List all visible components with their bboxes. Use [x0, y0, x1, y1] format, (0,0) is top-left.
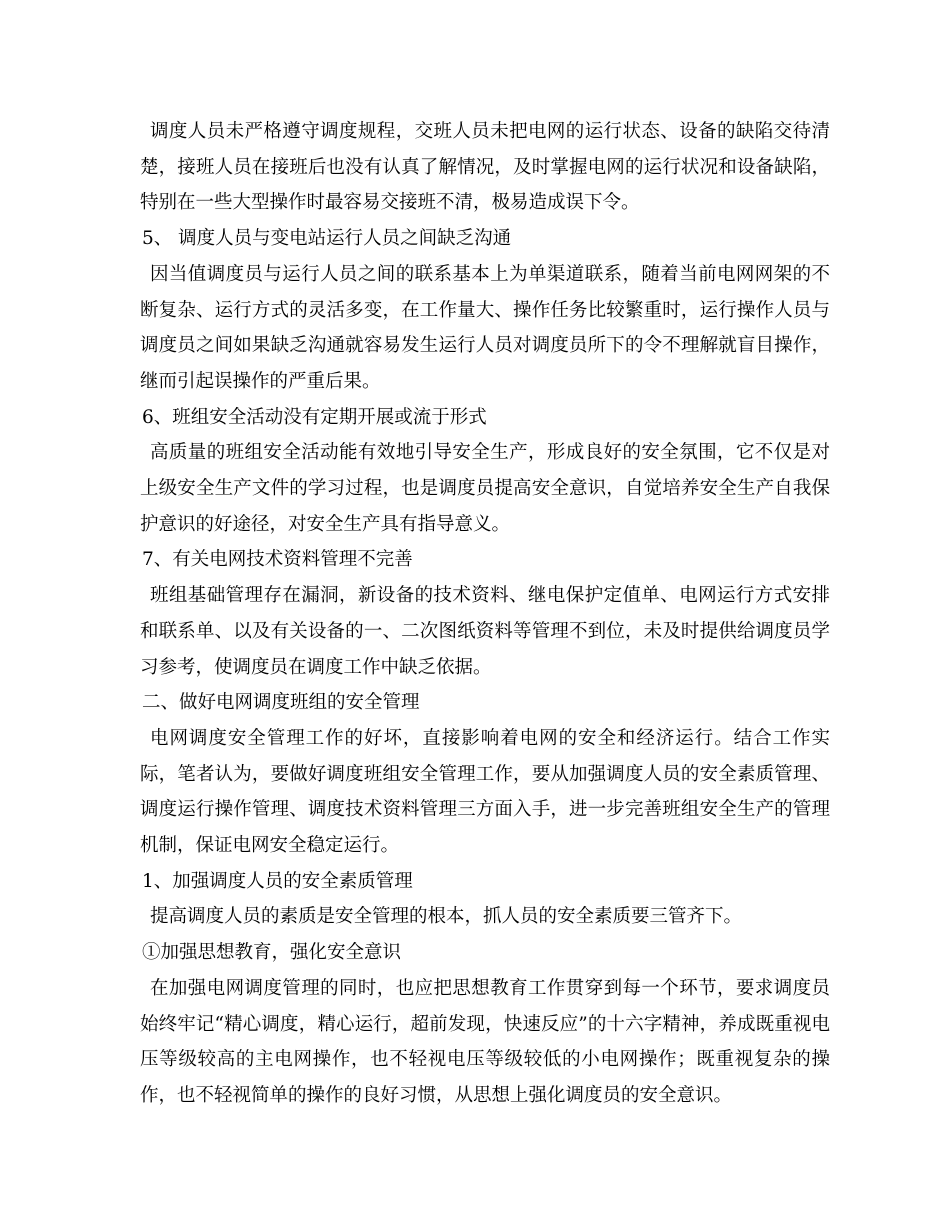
paragraph-ideology: 在加强电网调度管理的同时，也应把思想教育工作贯穿到每一个环节，要求调度员始终牢记“精心调度，精心运行，超前发现，快速反应”的十六字精神，养成既重视电压等级较高的主电网操作，也不轻视电压等级较低的小电网操作；既重视复杂的操作，也不轻视简单的操作的良好习惯，从思想上强化调度员的安全意识。 — [140, 977, 830, 1106]
paragraph-technical-docs: 班组基础管理存在漏洞，新设备的技术资料、继电保护定值单、电网运行方式安排和联系单、以及有关设备的一、二次图纸资料等管理不到位，未及时提供给调度员学习参考，使调度员在调度工作中缺乏依据。 — [140, 585, 830, 678]
heading-1-personnel-quality: 1、加强调度人员的安全素质管理 — [142, 870, 413, 892]
heading-6-safety-activities: 6、班组安全活动没有定期开展或流于形式 — [142, 406, 487, 428]
heading-7-technical-docs: 7、有关电网技术资料管理不完善 — [142, 549, 413, 571]
paragraph-shift-handover: 调度人员未严格遵守调度规程，交班人员未把电网的运行状态、设备的缺陷交待清楚，接班人员在接班后也没有认真了解情况，及时掌握电网的运行状况和设备缺陷，特别在一些大型操作时最容易交接班不清，极易造成误下令。 — [140, 121, 830, 214]
heading-circled-1-ideology: ①加强思想教育，强化安全意识 — [142, 942, 402, 964]
heading-5-communication: 5、 调度人员与变电站运行人员之间缺乏沟通 — [142, 228, 512, 250]
paragraph-communication: 因当值调度员与运行人员之间的联系基本上为单渠道联系，随着当前电网网架的不断复杂、运行方式的灵活多变，在工作量大、操作任务比较繁重时，运行操作人员与调度员之间如果缺乏沟通就容易发生运行人员对调度员所下的令不理解就盲目操作，继而引起误操作的严重后果。 — [140, 263, 830, 392]
paragraph-section-two-intro: 电网调度安全管理工作的好坏，直接影响着电网的安全和经济运行。结合工作实际，笔者认为，要做好调度班组安全管理工作，要从加强调度人员的安全素质管理、调度运行操作管理、调度技术资料管理三方面入手，进一步完善班组安全生产的管理机制，保证电网安全稳定运行。 — [140, 727, 830, 857]
paragraph-safety-activities: 高质量的班组安全活动能有效地引导安全生产，形成良好的安全氛围，它不仅是对上级安全生产文件的学习过程，也是调度员提高安全意识，自觉培养安全生产自我保护意识的好途径，对安全生产具有指导意义。 — [140, 442, 830, 535]
paragraph-personnel-quality: 提高调度人员的素质是安全管理的根本，抓人员的安全素质要三管齐下。 — [150, 906, 743, 928]
heading-section-two: 二、做好电网调度班组的安全管理 — [142, 692, 420, 714]
document-body — [140, 114, 830, 1114]
